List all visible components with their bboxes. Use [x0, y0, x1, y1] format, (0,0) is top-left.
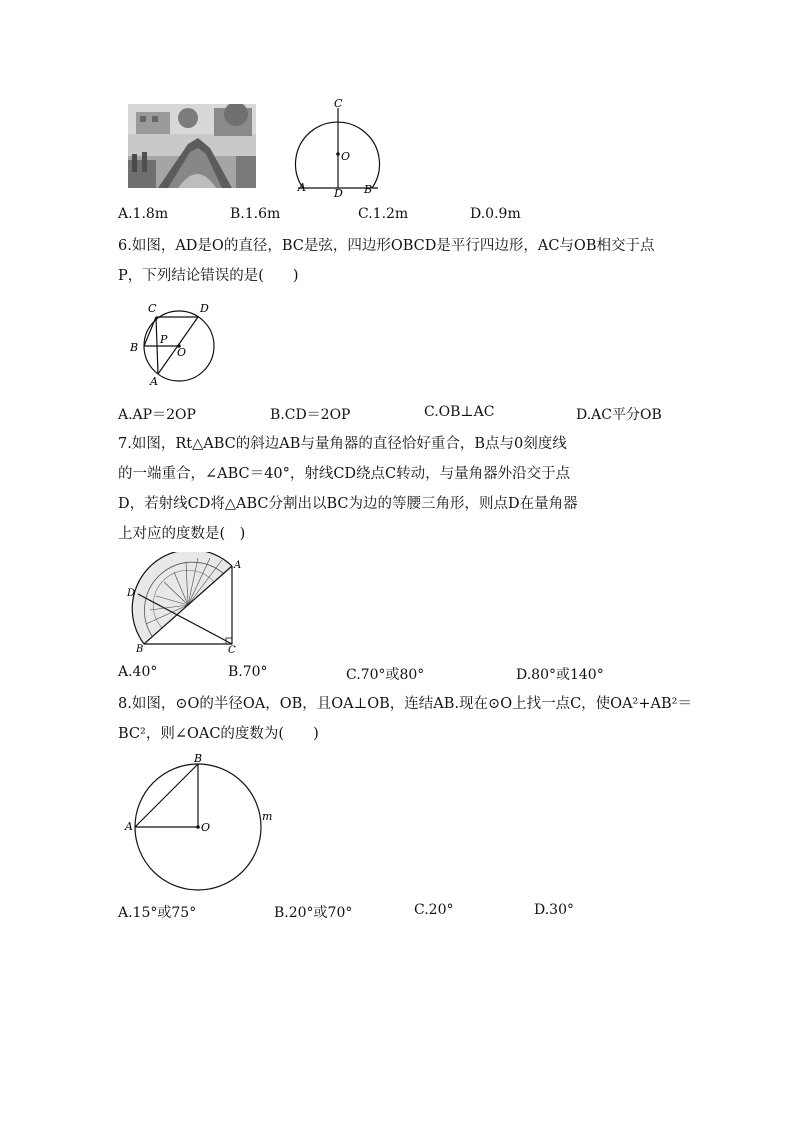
q7-option-b: B.70° — [228, 664, 268, 680]
q7-option-c: C.70°或80° — [346, 667, 425, 683]
label-c: C — [148, 302, 157, 315]
q7-option-d: D.80°或140° — [516, 667, 604, 683]
q5-option-b: B.1.6m — [230, 206, 281, 222]
label-c: C — [334, 97, 343, 110]
q8-circle-diagram — [120, 752, 280, 892]
q6-option-b: B.CD＝2OP — [270, 407, 351, 423]
q5-option-d: D.0.9m — [470, 206, 521, 222]
label-p: P — [160, 333, 168, 346]
q8-option-b: B.20°或70° — [274, 905, 353, 921]
label-b: B — [136, 644, 144, 655]
q5-option-c: C.1.2m — [358, 206, 409, 222]
q7-text-line2: 的一端重合，∠ABC＝40°，射线CD绕点C转动，与量角器外沿交于点 — [118, 466, 571, 482]
q6-option-c: C.OB⊥AC — [424, 404, 495, 420]
q6-text-line2: P，下列结论错误的是( ) — [118, 268, 299, 284]
q6-option-d: D.AC平分OB — [576, 407, 662, 423]
arch-tunnel-diagram — [290, 96, 390, 200]
label-d: D — [127, 588, 136, 599]
label-a: A — [298, 181, 306, 194]
q8-option-d: D.30° — [534, 902, 574, 918]
label-a: A — [234, 560, 242, 571]
label-b: B — [130, 341, 139, 354]
label-a: A — [150, 375, 158, 388]
label-o: O — [177, 346, 187, 359]
label-c: C — [228, 645, 236, 656]
q8-option-a: A.15°或75° — [118, 905, 197, 921]
q6-text-line1: 6.如图，AD是O的直径，BC是弦，四边形OBCD是平行四边形，AC与OB相交于点 — [118, 238, 655, 254]
q7-option-a: A.40° — [118, 664, 158, 680]
q7-text-line1: 7.如图，Rt△ABC的斜边AB与量角器的直径恰好重合，B点与0刻度线 — [118, 436, 567, 452]
q7-text-line4: 上对应的度数是( ) — [118, 526, 246, 542]
label-o: O — [201, 821, 211, 834]
bridge-photo — [128, 104, 256, 188]
q6-option-a: A.AP＝2OP — [118, 407, 196, 423]
q7-protractor-diagram — [124, 552, 244, 656]
label-d: D — [334, 187, 343, 200]
label-d: D — [200, 302, 209, 315]
label-o: O — [341, 150, 351, 163]
q8-option-c: C.20° — [414, 902, 454, 918]
label-b: B — [194, 752, 203, 765]
label-b: B — [364, 183, 373, 196]
label-a: A — [125, 820, 133, 833]
q6-circle-diagram — [122, 298, 222, 390]
q8-text-line2: BC²，则∠OAC的度数为( ) — [118, 726, 319, 742]
q7-text-line3: D，若射线CD将△ABC分割出以BC为边的等腰三角形，则点D在量角器 — [118, 496, 578, 512]
q8-text-line1: 8.如图，⊙O的半径OA，OB，且OA⊥OB，连结AB.现在⊙O上找一点C，使OA²+AB²＝ — [118, 696, 692, 712]
q5-option-a: A.1.8m — [118, 206, 169, 222]
label-m: m — [262, 810, 273, 823]
